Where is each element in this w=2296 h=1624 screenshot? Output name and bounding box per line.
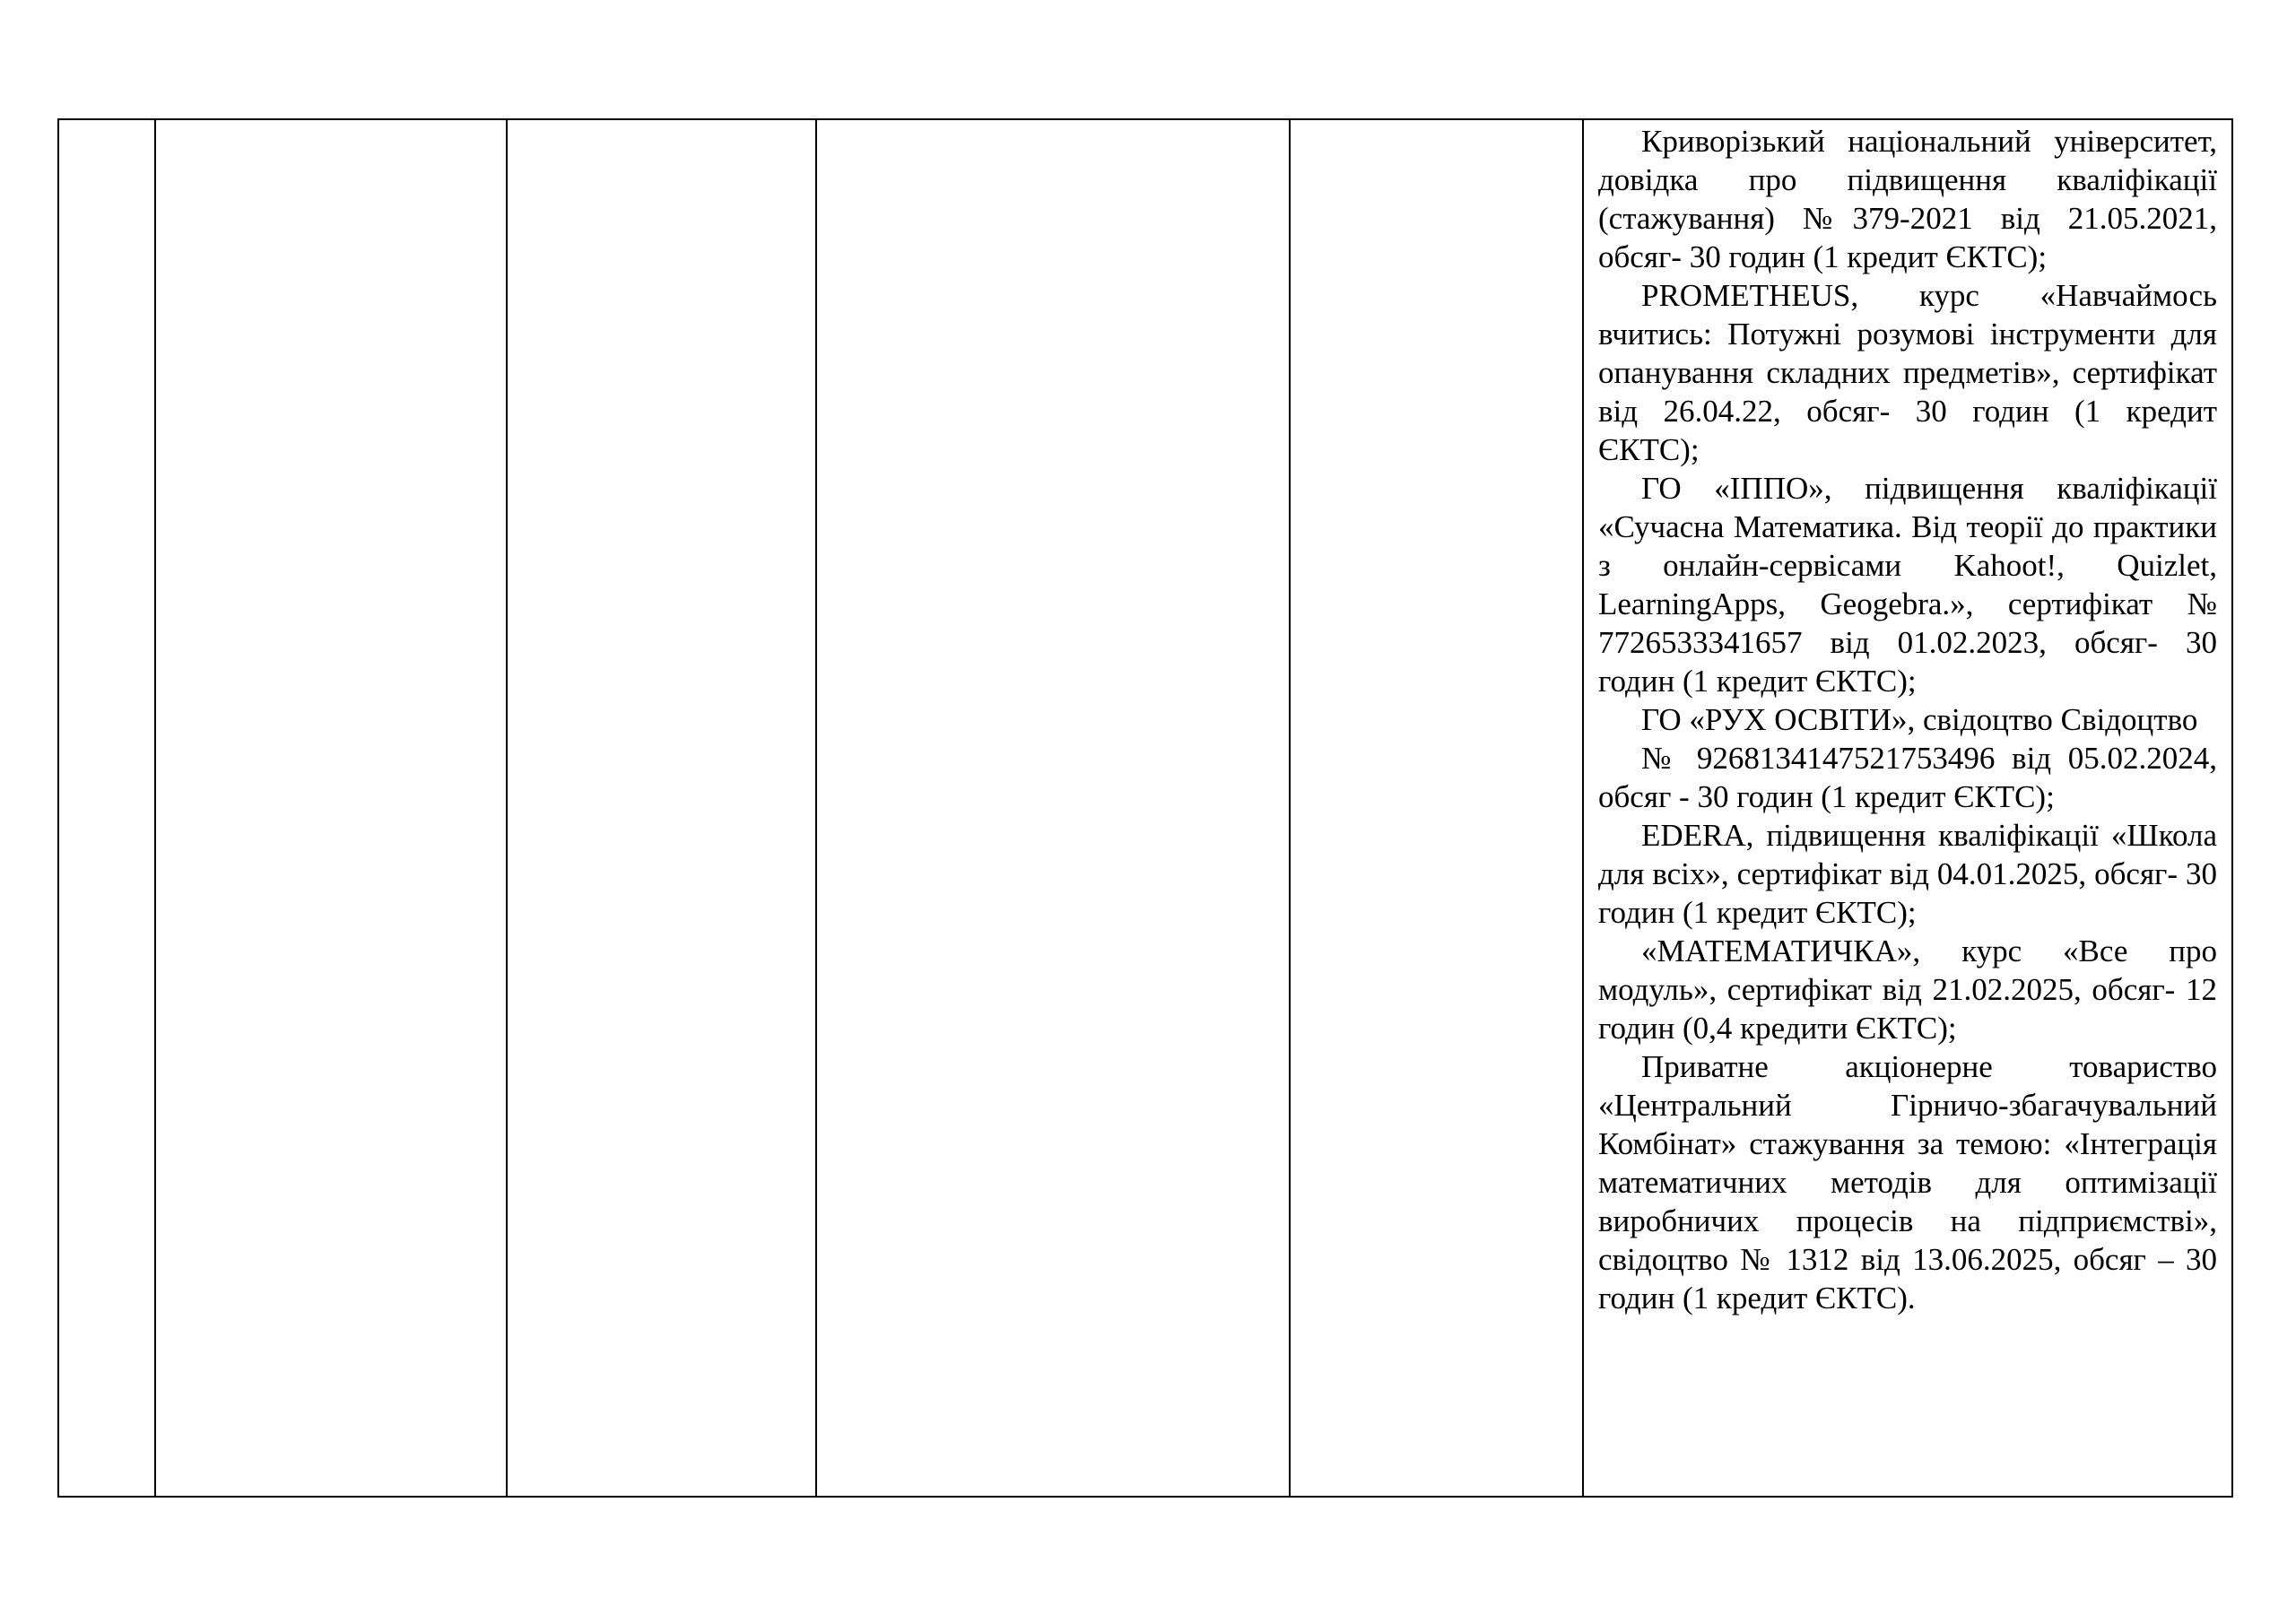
qualification-entry: ГО «ІППО», підвищення кваліфікації «Сучасна Математика. Від теорії до практики з онлайн-сервісами Kahoot!, Quizlet, LearningApps, Geogebra.», сертифікат № 7726533341657 від 01.02.2023, обсяг- 30 годин (1 кредит ЄКТС);	[1598, 471, 2217, 699]
qualification-entry: Криворізький національний університет, довідка про підвищення кваліфікації (стажування) №379-2021 від 21.05.2021, обсяг- 30 годин (1 кредит ЄКТС);	[1598, 124, 2217, 274]
qualification-table	[57, 118, 2233, 1498]
qualification-entry: Приватне акціонерне товариство «Центральний Гірничо-збагачувальний Комбінат» стажування за темою: «Інтеграція математичних методів для оптимізації виробничих процесів на підприємстві», свідоцтво № 1312 від 13.06.2025, обсяг – 30 годин (1 кредит ЄКТС).	[1598, 1049, 2217, 1316]
table-cell-education	[1290, 119, 1583, 1497]
qualification-entry: «МАТЕМАТИЧКА», курс «Все про модуль», сертифікат від 21.02.2025, обсяг- 12 годин (0,4 кредити ЄКТС);	[1598, 934, 2217, 1046]
table-cell-number	[58, 119, 155, 1497]
qualification-entry: PROMETHEUS, курс «Навчаймось вчитись: Потужні розумові інструменти для опанування складних предметів», сертифікат від 26.04.22, обсяг- 30 годин (1 кредит ЄКТС);	[1598, 278, 2217, 467]
qualification-entry: № 9268134147521753496 від 05.02.2024, обсяг - 30 годин (1 кредит ЄКТС);	[1598, 741, 2217, 814]
qualification-entry: ГО «РУХ ОСВІТИ», свідоцтво Свідоцтво	[1641, 702, 2198, 737]
table-cell-position	[507, 119, 816, 1497]
table-row	[58, 119, 2232, 1497]
table-cell-name	[155, 119, 507, 1497]
qualification-entry: EDERA, підвищення кваліфікації «Школа для всіх», сертифікат від 04.01.2025, обсяг- 30 годин (1 кредит ЄКТС);	[1598, 818, 2217, 930]
table-cell-discipline	[816, 119, 1290, 1497]
table-cell-qualification	[1583, 119, 2232, 1497]
